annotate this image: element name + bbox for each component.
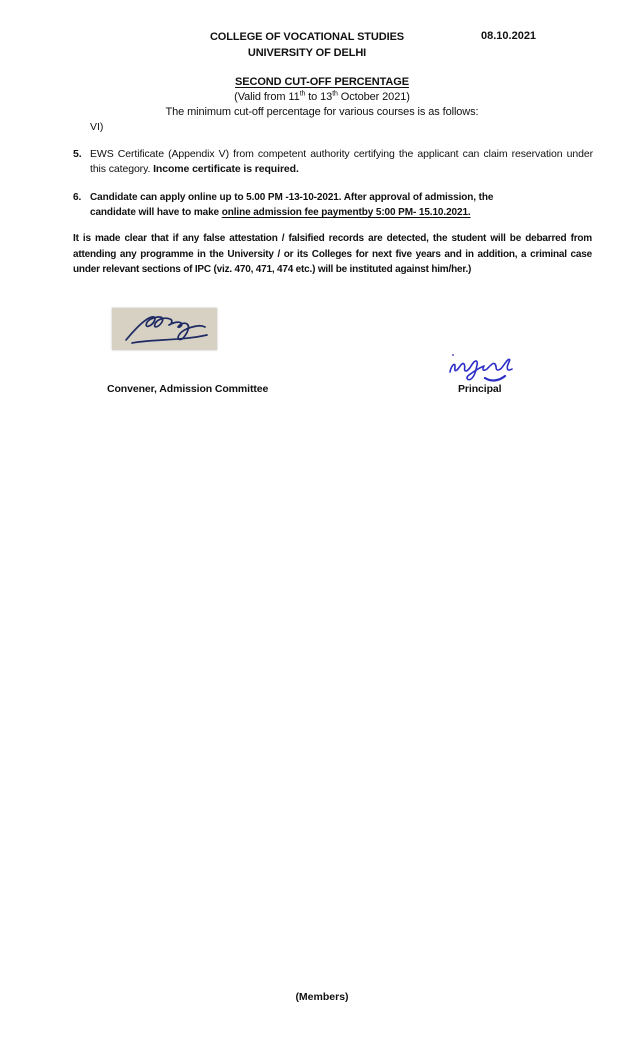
principal-signature-image: [445, 348, 519, 384]
footer-members: (Members): [295, 991, 349, 1003]
item-text: [90, 147, 593, 178]
document-date: 08.10.2021: [481, 30, 537, 42]
warning-paragraph: It is made clear that if any false attestation / falsified records are detected, the student will be debarred from attending any programme in the University / or its Colleges for next five years and in addition, a criminal case under relevant sections of IPC (viz. 470, 471, 474 etc.) will be instituted against him/her.): [73, 233, 592, 275]
validity-line: [0, 90, 638, 105]
item-number: 6.: [73, 192, 82, 203]
item6-line2-prefix: candidate will have to make: [90, 207, 222, 219]
validity-text: to 13: [305, 91, 333, 103]
title-block: [0, 75, 638, 120]
list-item-6: [73, 190, 618, 221]
item6-line2: [90, 205, 618, 220]
principal-label: Principal: [458, 383, 502, 395]
document-title: SECOND CUT-OFF PERCENTAGE: [235, 76, 409, 88]
subtitle-line: The minimum cut-off percentage for various courses is as follows:: [165, 106, 479, 118]
item-text: [90, 190, 618, 221]
list-item-5: [73, 147, 593, 178]
item5-regular-text: EWS Certificate (Appendix V) from competent authority certifying the applicant can claim reservation under this category.: [90, 148, 593, 176]
ordinal-superscript: th: [332, 90, 338, 98]
validity-text: October 2021): [337, 91, 410, 103]
college-name: COLLEGE OF VOCATIONAL STUDIES: [209, 31, 405, 43]
item6-line1: Candidate can apply online up to 5.00 PM -13-10-2021. After approval of admission, the: [90, 192, 494, 203]
university-name: UNIVERSITY OF DELHI: [247, 47, 367, 59]
signature-glyph: [112, 308, 217, 350]
signature-glyph: [445, 348, 519, 384]
item5-bold-text: Income certificate is required.: [153, 163, 299, 176]
ordinal-superscript: th: [299, 90, 306, 98]
convener-label: Convener, Admission Committee: [107, 383, 269, 395]
item-number: 5.: [73, 148, 82, 160]
convener-signature-image: [112, 308, 217, 350]
section-marker: VI): [90, 121, 104, 133]
item6-underlined-text: online admission fee paymentby 5:00 PM- 15.10.2021.: [221, 207, 471, 219]
validity-text: (Valid from 11: [234, 91, 300, 103]
